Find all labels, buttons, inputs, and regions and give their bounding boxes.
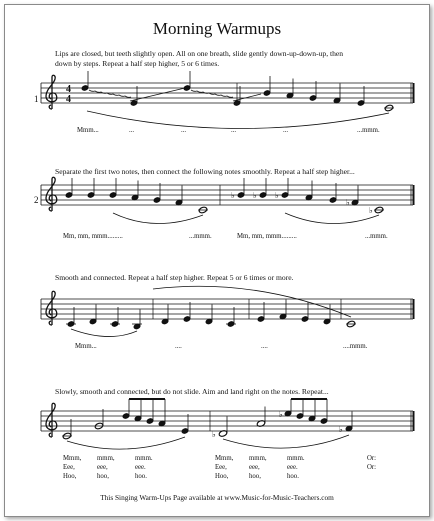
exercise-2-lyric-1: Mm, mm, mmm......... xyxy=(63,233,123,240)
footer-credit: This Singing Warm-Ups Page available at www.Music-for-Music-Teachers.com xyxy=(100,493,334,502)
exercise-4-lyric-r1-c6: mmm. xyxy=(287,455,305,462)
exercise-4-lyric-r3-c2: hoo, xyxy=(97,473,109,480)
exercise-4-lyric-r1-c7: Or: xyxy=(367,455,377,462)
notes xyxy=(65,178,384,214)
exercise-3-lyric-2: .... xyxy=(175,343,182,350)
exercise-1-lyric-2: ... xyxy=(129,127,135,134)
exercise-2-number: 2 xyxy=(34,195,39,205)
svg-text:♭: ♭ xyxy=(369,206,373,215)
exercise-4-lyric-r2-c1: Eee, xyxy=(63,464,75,471)
phrase-slurs xyxy=(67,435,349,449)
exercise-1-lyric-1: Mmm... xyxy=(77,127,99,134)
svg-text:♭: ♭ xyxy=(279,410,283,419)
glissando-slides xyxy=(89,88,261,101)
exercise-4-lyric-r2-c6: eee. xyxy=(287,464,298,471)
time-signature-top: 4 xyxy=(66,84,71,95)
svg-text:♭: ♭ xyxy=(212,430,216,439)
flat-accidentals xyxy=(212,410,343,439)
exercise-4-lyric-r1-c1: Mmm, xyxy=(63,455,82,462)
treble-clef-icon xyxy=(46,291,57,325)
exercise-4-lyric-r3-c1: Hoo, xyxy=(63,473,77,480)
exercise-2-instruction: Separate the first two notes, then connect the following notes smoothly. Repeat a half step higher... xyxy=(55,167,355,176)
exercise-4-lyric-r1-c5: mmm, xyxy=(249,455,267,462)
exercise-4-lyric-r3-c5: hoo, xyxy=(249,473,261,480)
phrase-slurs xyxy=(71,286,351,336)
svg-text:♭: ♭ xyxy=(346,198,350,207)
exercise-4-lyric-r3-c3: hoo. xyxy=(135,473,147,480)
treble-clef-icon xyxy=(46,177,57,211)
exercise-4-lyric-r3-c4: Hoo, xyxy=(215,473,229,480)
phrase-slurs xyxy=(113,213,379,224)
exercise-4-lyric-r2-c2: eee, xyxy=(97,464,108,471)
phrase-slur xyxy=(87,111,389,129)
treble-clef-icon xyxy=(46,75,57,109)
notes xyxy=(81,71,394,112)
exercise-4-lyric-r1-c3: mmm. xyxy=(135,455,153,462)
page-title: Morning Warmups xyxy=(152,19,282,38)
notes xyxy=(62,399,353,440)
exercise-1-lyric-6: ...mmm. xyxy=(357,127,380,134)
svg-text:♭: ♭ xyxy=(231,191,235,200)
exercise-1-lyric-5: ... xyxy=(283,127,289,134)
time-signature-bottom: 4 xyxy=(66,94,71,105)
exercise-4-lyric-r2-c4: Eee, xyxy=(215,464,227,471)
exercise-3-staff xyxy=(5,291,429,351)
exercise-2-lyric-4: ...mmm. xyxy=(365,233,388,240)
svg-text:♭: ♭ xyxy=(275,191,279,200)
exercise-4-lyric-r1-c2: mmm, xyxy=(97,455,115,462)
exercise-1-lyric-3: ... xyxy=(181,127,187,134)
exercise-3-lyric-1: Mmm... xyxy=(75,343,97,350)
exercise-3-lyric-3: .... xyxy=(261,343,268,350)
worksheet-page xyxy=(4,4,430,517)
exercise-2-staff xyxy=(5,177,429,237)
treble-clef-icon xyxy=(46,403,57,437)
svg-text:♭: ♭ xyxy=(339,425,343,434)
staff-lines xyxy=(41,83,413,103)
exercise-1-lyric-4: ... xyxy=(231,127,237,134)
exercise-1-staff xyxy=(5,75,429,135)
exercise-4-lyric-r2-c7: Or: xyxy=(367,464,377,471)
exercise-2-lyric-2: ...mmm. xyxy=(189,233,212,240)
exercise-1-instruction-line-1: Lips are closed, but teeth slightly open. All on one breath, slide gently down-up-down-up, then xyxy=(55,49,344,58)
exercise-4-lyric-r2-c3: eee. xyxy=(135,464,146,471)
exercise-4-staff xyxy=(5,403,429,463)
exercise-2-lyric-3: Mm, mm, mmm......... xyxy=(237,233,297,240)
exercise-4-instruction: Slowly, smooth and connected, but do not slide. Aim and land right on the notes. Repeat... xyxy=(55,387,329,396)
exercise-1-number: 1 xyxy=(34,94,39,104)
exercise-1-instruction-line-2: down by steps. Repeat a half step higher, 5 or 6 times. xyxy=(55,59,220,68)
exercise-4-lyric-r3-c6: hoo. xyxy=(287,473,299,480)
exercise-4-lyric-r1-c4: Mmm, xyxy=(215,455,234,462)
exercise-3-instruction: Smooth and connected. Repeat a half step higher. Repeat 5 or 6 times or more. xyxy=(55,273,294,282)
exercise-4-lyric-r2-c5: eee, xyxy=(249,464,260,471)
exercise-3-lyric-4: ....mmm. xyxy=(343,343,368,350)
svg-text:♭: ♭ xyxy=(253,191,257,200)
